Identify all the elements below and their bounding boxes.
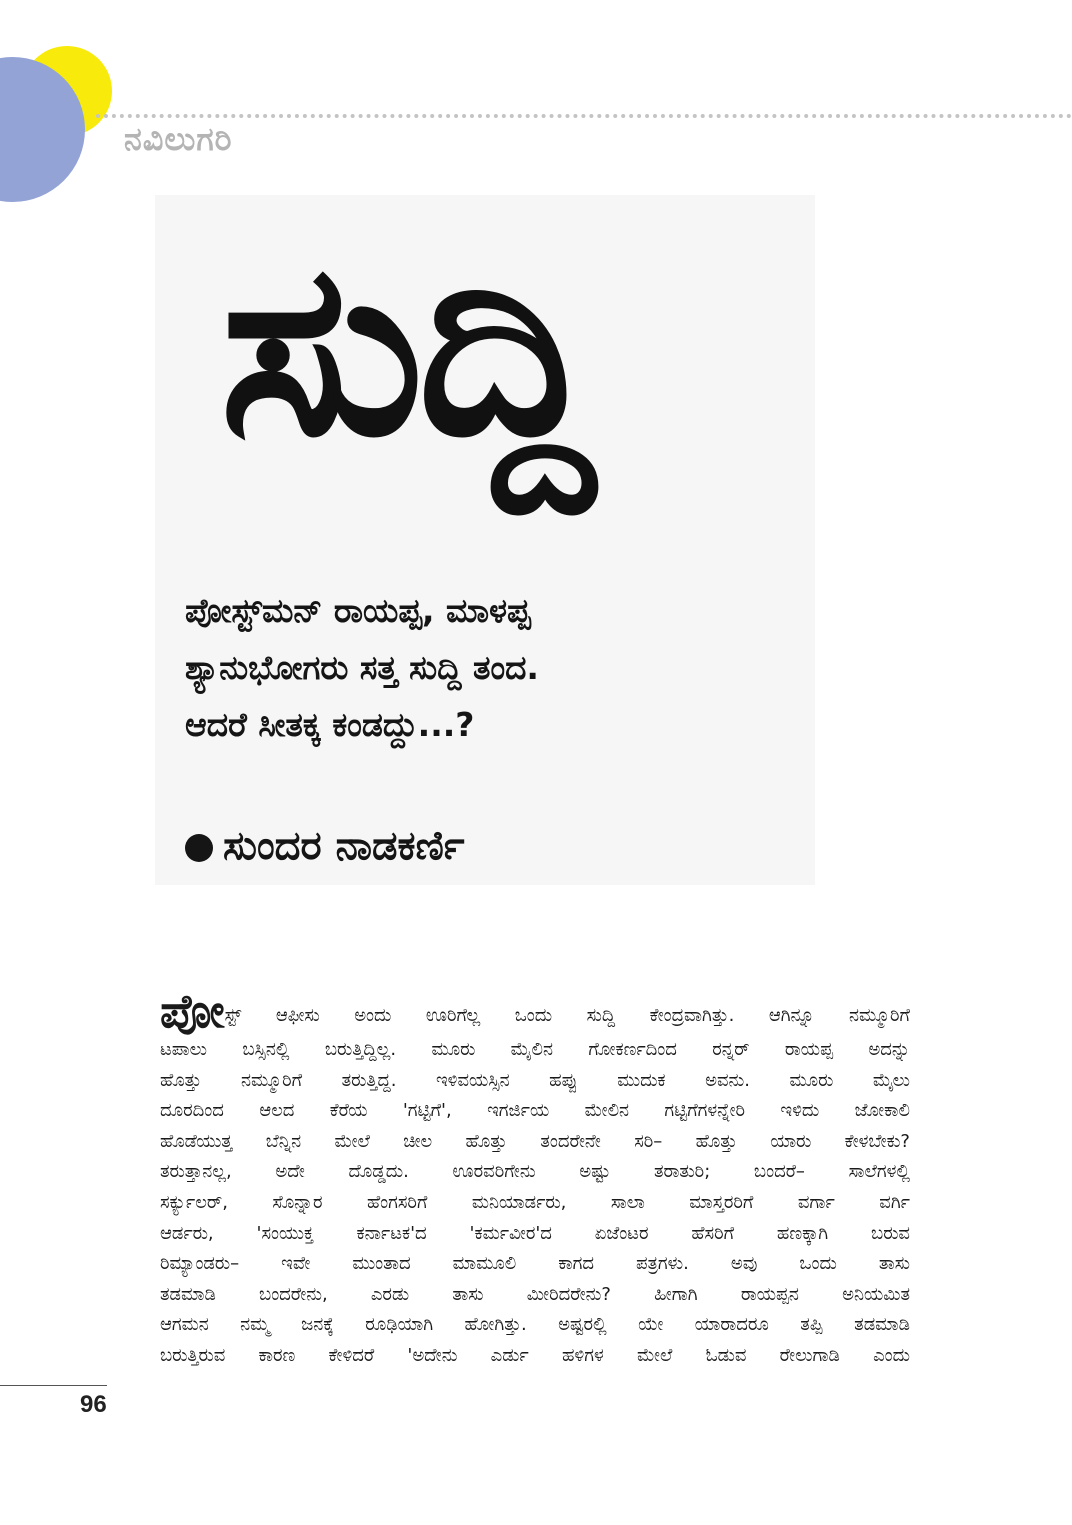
article-line: ಆಗಮನ ನಮ್ಮ ಜನಕ್ಕೆ ರೂಢಿಯಾಗಿ ಹೋಗಿತ್ತು. ಅಷ್ಟರಲ್ಲಿ ಯೇ ಯಾರಾದರೂ ತಪ್ಪಿ ತಡಮಾಡಿ <box>160 1314 910 1336</box>
story-teaser <box>185 582 805 753</box>
header-dotted-rule <box>96 114 1072 118</box>
article-line: ಬರುತ್ತಿರುವ ಕಾರಣ ಕೇಳಿದರೆ 'ಅದೇನು ಎರ್ಡು ಹಳಿಗಳ ಮೇಲೆ ಓಡುವ ರೇಲುಗಾಡಿ ಎಂದು <box>160 1344 910 1366</box>
article-line: ಸರ್ಕ್ಯುಲರ್, ಸೊನ್ನಾರ ಹೆಂಗಸರಿಗೆ ಮನಿಯಾರ್ಡರು, ಸಾಲಾ ಮಾಸ್ತರರಿಗೆ ವರ್ಗಾ ವರ್ಗಿ <box>160 1191 910 1213</box>
article-line: ತಡಮಾಡಿ ಬಂದರೇನು, ಎರಡು ತಾಸು ಮೀರಿದರೇನು? ಹೀಗಾಗಿ ರಾಯಪ್ಪನ ಅನಿಯಮಿತ <box>160 1283 910 1305</box>
article-body <box>160 992 910 1372</box>
article-line: ತರುತ್ತಾನಲ್ಲ, ಅದೇ ದೊಡ್ಡದು. ಊರವರಿಗೇನು ಅಷ್ಟು ತರಾತುರಿ; ಬಂದರೆ– ಸಾಲೆಗಳಲ್ಲಿ <box>160 1161 910 1183</box>
teaser-line: ಆದರೆ ಸೀತಕ್ಕ ಕಂಡದ್ದು...? <box>185 705 475 744</box>
article-line: ಟಪಾಲು ಬಸ್ಸಿನಲ್ಲಿ ಬರುತ್ತಿದ್ದಿಲ್ಲ. ಮೂರು ಮೈಲಿನ ಗೋಕರ್ಣದಿಂದ ರನ್ನರ್ ರಾಯಪ್ಪ ಅದನ್ನು <box>160 1039 910 1060</box>
article-line: ದೂರದಿಂದ ಆಲದ ಕೆರೆಯ 'ಗಟ್ಟಿಗೆ', ಇಗರ್ಜಿಯ ಮೇಲಿನ ಗಟ್ಟಿಗೆಗಳನ್ನೇರಿ ಇಳಿದು ಜೋಕಾಲಿ <box>160 1100 910 1122</box>
teaser-line: ಶ್ಯಾನುಭೋಗರು ಸತ್ತ ಸುದ್ದಿ ತಂದ. <box>185 648 539 687</box>
article-line: ಹೊಡೆಯುತ್ತ ಬೆನ್ನಿನ ಮೇಲೆ ಚೀಲ ಹೊತ್ತು ತಂದರೇನೇ ಸರಿ– ಹೊತ್ತು ಯಾರು ಕೇಳಬೇಕು? <box>160 1130 910 1152</box>
page-number: 96 <box>80 1391 107 1418</box>
footer-rule <box>0 1385 107 1386</box>
author-byline <box>185 823 465 869</box>
drop-cap: ಪೋ <box>160 992 225 1035</box>
teaser-line: ಪೋಸ್ಟ್‌ಮನ್ ರಾಯಪ್ಪ, ಮಾಳಪ್ಪ <box>185 591 531 630</box>
article-line: ರಿಮ್ಯಾಂಡರು– ಇವೇ ಮುಂತಾದ ಮಾಮೂಲಿ ಕಾಗದ ಪತ್ರಗಳು. ಅವು ಒಂದು ತಾಸು <box>160 1253 910 1275</box>
section-title: ನವಿಲುಗರಿ <box>124 120 233 158</box>
article-line: ಹೊತ್ತು ನಮ್ಮೂರಿಗೆ ತರುತ್ತಿದ್ದ. ಇಳಿವಯಸ್ಸಿನ ಹಪ್ಪು ಮುದುಕ ಅವನು. ಮೂರು ಮೈಲು <box>160 1069 910 1091</box>
article-line <box>160 992 910 1035</box>
bullet-icon <box>185 834 213 862</box>
story-title: ಸುದ್ದಿ <box>220 209 589 489</box>
article-line: ಆರ್ಡರು, 'ಸಂಯುಕ್ತ ಕರ್ನಾಟಕ'ದ 'ಕರ್ಮವೀರ'ದ ಏಜೆಂಟರ ಹೆಸರಿಗೆ ಹಣಕ್ಕಾಗಿ ಬರುವ <box>160 1222 910 1244</box>
article-line-text: ಸ್ಟ್ ಆಫೀಸು ಅಂದು ಊರಿಗೆಲ್ಲ ಒಂದು ಸುದ್ದಿ ಕೇಂದ್ರವಾಗಿತ್ತು. ಆಗಿನ್ನೂ ನಮ್ಮೂರಿಗೆ <box>224 1005 910 1026</box>
author-name: ಸುಂದರ ನಾಡಕರ್ಣಿ <box>223 823 465 869</box>
